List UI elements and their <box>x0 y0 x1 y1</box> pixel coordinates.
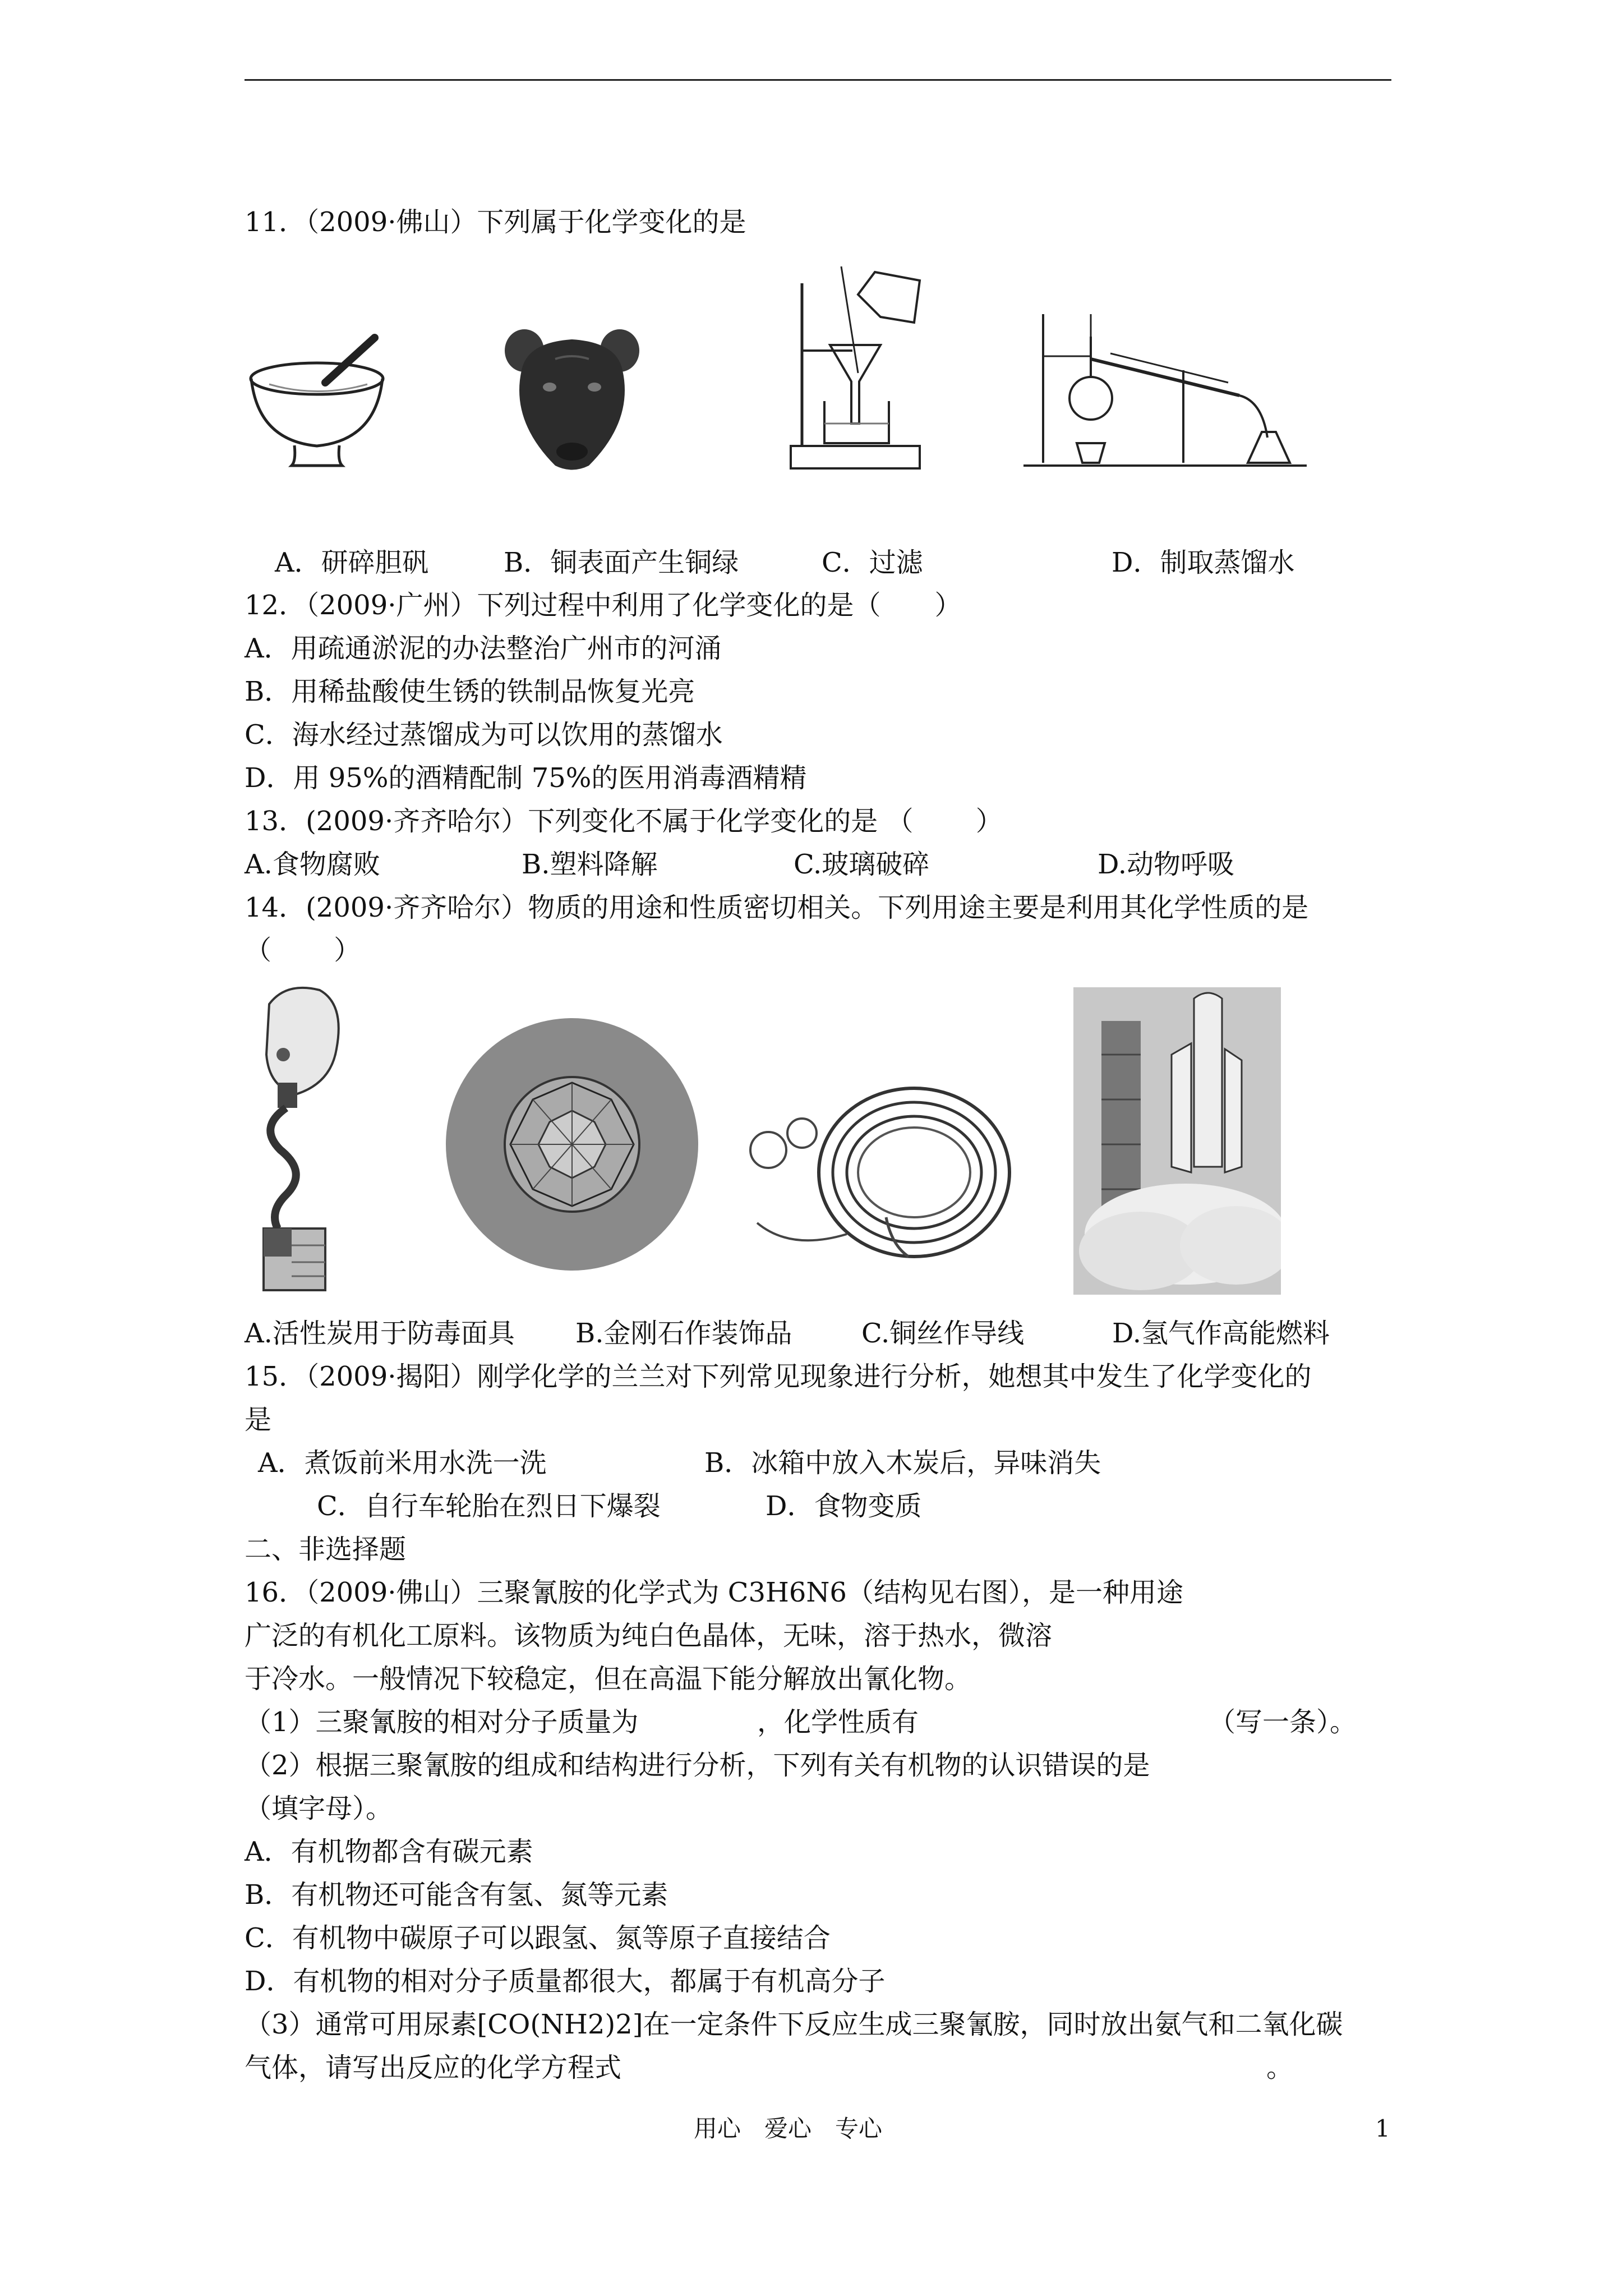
q15-stem-line2: 是 <box>245 1404 272 1435</box>
q13-stem: 13．(2009·齐齐哈尔）下列变化不属于化学变化的是 （ ） <box>245 806 1003 837</box>
page-number: 1 <box>1375 2115 1390 2142</box>
q15-option-b: B．冰箱中放入木炭后，异味消失 <box>704 1447 1101 1479</box>
q15-stem-line1: 15．（2009·揭阳）刚学化学的兰兰对下列常见现象进行分析，她想其中发生了化学变化的 <box>245 1361 1312 1392</box>
filtration-apparatus-icon <box>785 261 937 477</box>
section-title: 二、非选择题 <box>245 1534 407 1565</box>
q14-option-b: B.金刚石作装饰品 <box>575 1318 792 1349</box>
q13-option-b: B.塑料降解 <box>522 849 658 880</box>
q16-option-c: C．有机物中碳原子可以跟氢、氮等原子直接结合 <box>245 1922 831 1954</box>
q15-option-d: D．食物变质 <box>766 1490 922 1522</box>
q11-option-c: C．过滤 <box>822 547 923 578</box>
header-rule <box>245 79 1391 81</box>
q12-stem: 12．（2009·广州）下列过程中利用了化学变化的是（ ） <box>245 590 962 621</box>
q16-stem-line2: 广泛的有机化工原料。该物质为纯白色晶体，无味，溶于热水，微溶 <box>245 1620 1053 1651</box>
q16-part2-end: （填字母）。 <box>245 1793 393 1824</box>
q16-part3-text: （3）通常可用尿素[CO(NH2)2]在一定条件下反应生成三聚氰胺，同时放出氨气和二氧化碳 <box>245 2009 1343 2040</box>
q12-option-b: B．用稀盐酸使生锈的铁制品恢复光亮 <box>245 676 695 707</box>
diamond-icon <box>443 1015 701 1273</box>
q13-option-d: D.动物呼吸 <box>1098 849 1235 880</box>
q16-stem-line3: 于冷水。一般情况下较稳定，但在高温下能分解放出氰化物。 <box>245 1663 972 1695</box>
copper-wire-icon <box>735 1066 1015 1273</box>
q16-part1-middle: ，化学性质有 <box>757 1706 919 1738</box>
q14-option-a: A.活性炭用于防毒面具 <box>245 1318 515 1349</box>
mortar-pestle-icon <box>247 325 393 477</box>
gas-mask-icon <box>247 982 359 1296</box>
q16-part3-end: 。 <box>1266 2052 1294 2083</box>
q12-option-c: C．海水经过蒸馏成为可以饮用的蒸馏水 <box>245 719 723 751</box>
distillation-apparatus-icon <box>1021 303 1312 471</box>
q11-option-a: A．研碎胆矾 <box>275 547 429 578</box>
rocket-launch-icon <box>1073 987 1281 1295</box>
footer-motto: 用心 爱心 专心 <box>694 2115 883 2142</box>
q14-option-c: C.铜丝作导线 <box>861 1318 1025 1349</box>
q12-option-d: D．用 95%的酒精配制 75%的医用消毒酒精精 <box>245 762 807 794</box>
q16-option-d: D．有机物的相对分子质量都很大，都属于有机高分子 <box>245 1966 886 1997</box>
q16-option-b: B．有机物还可能含有氢、氮等元素 <box>245 1879 668 1911</box>
q16-part1-end: （写一条）。 <box>1209 1706 1357 1738</box>
q13-option-a: A.食物腐败 <box>245 849 380 880</box>
q16-stem-line1: 16．（2009·佛山）三聚氰胺的化学式为 C3H6N6（结构见右图），是一种用途 <box>245 1577 1183 1608</box>
q11-option-b: B．铜表面产生铜绿 <box>504 547 739 578</box>
q13-option-c: C.玻璃破碎 <box>794 849 930 880</box>
q12-option-a: A．用疏通淤泥的办法整治广州市的河涌 <box>245 633 722 664</box>
q16-part3-prompt: 气体，请写出反应的化学方程式 <box>245 2052 622 2083</box>
q14-answer-blank: （ ） <box>245 935 361 966</box>
q16-option-a: A．有机物都含有碳元素 <box>245 1836 533 1867</box>
q15-option-c: C．自行车轮胎在烈日下爆裂 <box>317 1490 661 1522</box>
q14-stem: 14．(2009·齐齐哈尔）物质的用途和性质密切相关。下列用途主要是利用其化学性质的是 <box>245 892 1309 923</box>
q16-part1-text: （1）三聚氰胺的相对分子质量为 <box>245 1706 639 1738</box>
q11-stem: 11．（2009·佛山）下列属于化学变化的是 <box>245 206 746 238</box>
q15-option-a: A．煮饭前米用水洗一洗 <box>258 1447 547 1479</box>
bronze-rat-head-icon <box>499 325 645 477</box>
q11-option-d: D．制取蒸馏水 <box>1112 547 1295 578</box>
q16-part2-text: （2）根据三聚氰胺的组成和结构进行分析，下列有关有机物的认识错误的是 <box>245 1750 1150 1781</box>
q14-option-d: D.氢气作高能燃料 <box>1112 1318 1330 1349</box>
